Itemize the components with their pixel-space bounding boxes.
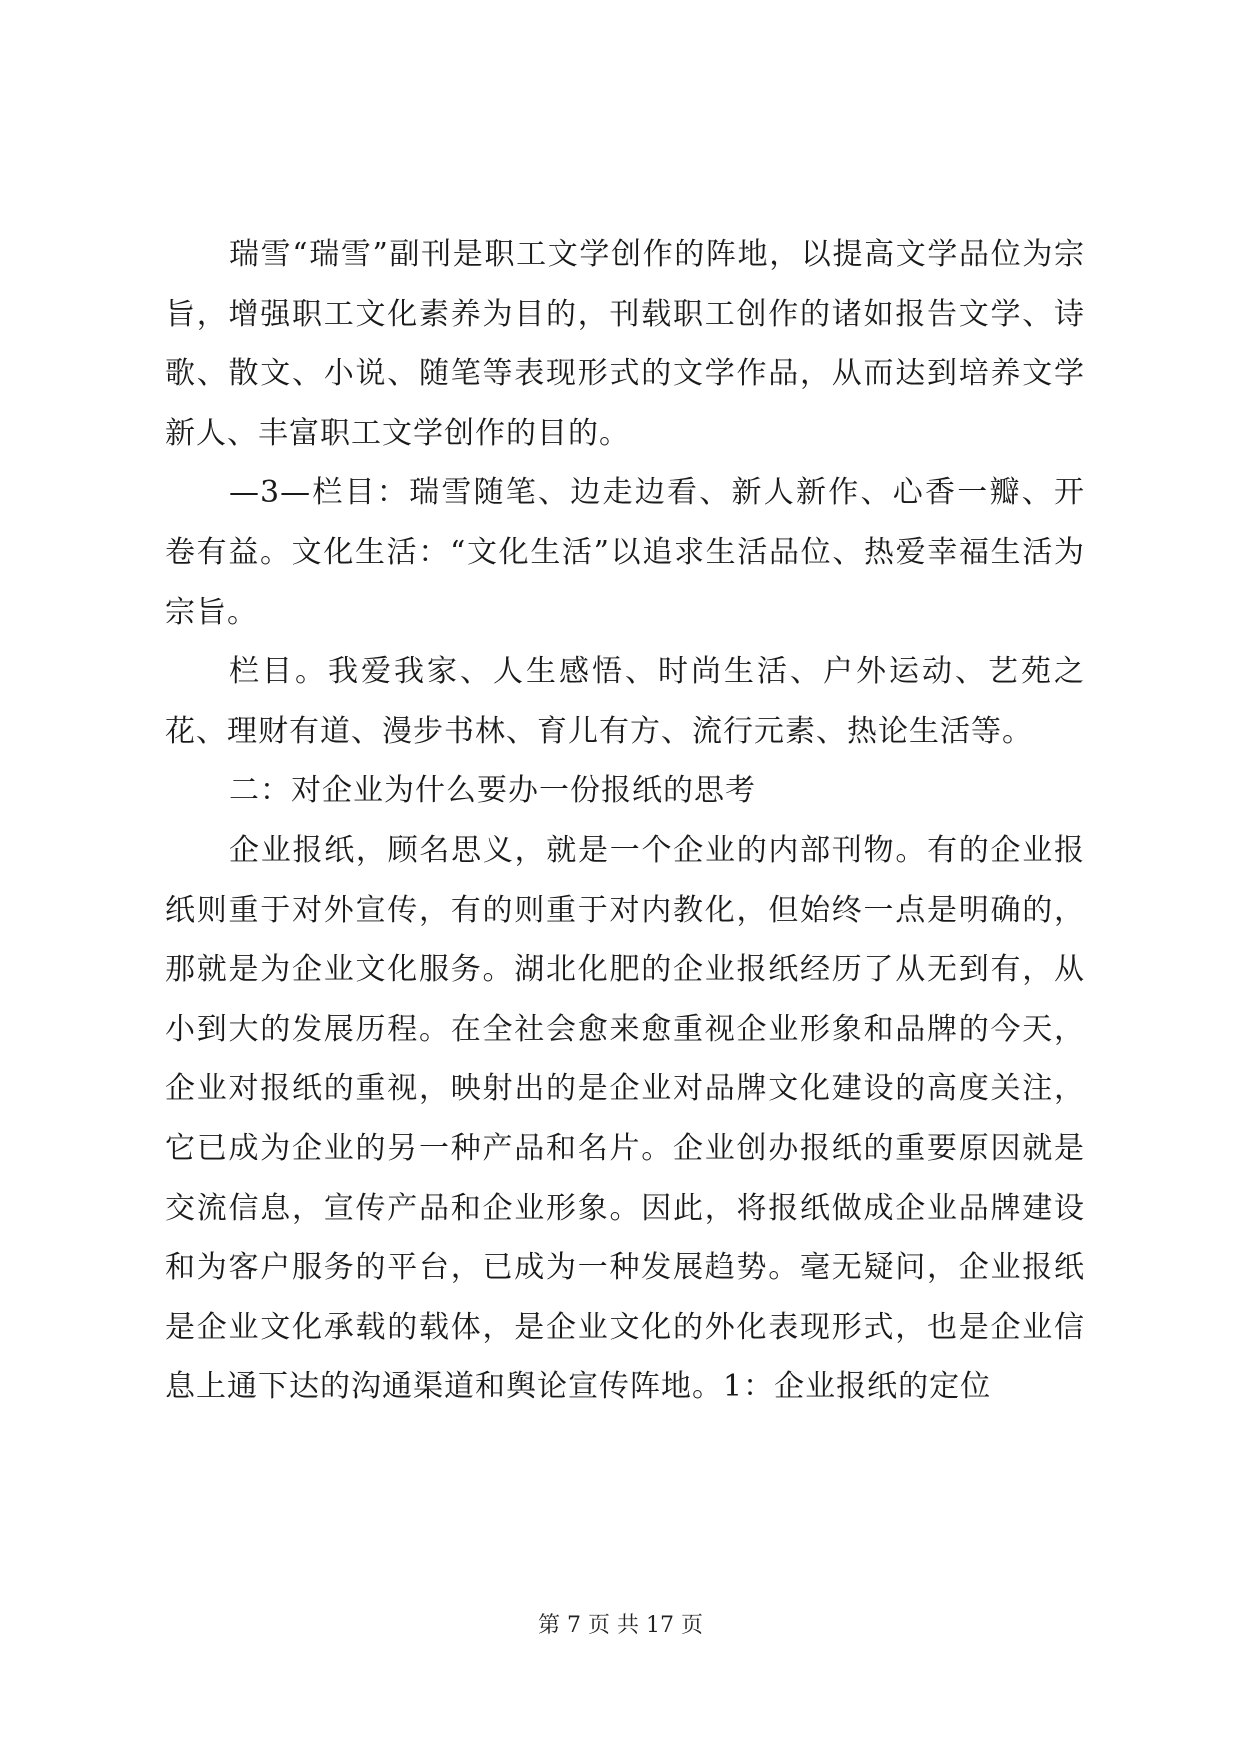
paragraph-columns-culture-life: —3—栏目：瑞雪随笔、边走边看、新人新作、心香一瓣、开卷有益。文化生活：“文化生活”以追求生活品位、热爱幸福生活为宗旨。 — [165, 475, 1085, 630]
paragraph-columns-list: 栏目。我爱我家、人生感悟、时尚生活、户外运动、艺苑之花、理财有道、漫步书林、育儿有方、流行元素、热论生活等。 — [165, 654, 1085, 749]
document-body — [165, 225, 1085, 1417]
page-number-label: 第 7 页 共 17 页 — [538, 1613, 703, 1638]
paragraph-enterprise-newspaper: 企业报纸，顾名思义，就是一个企业的内部刊物。有的企业报纸则重于对外宣传，有的则重于对内教化，但始终一点是明确的，那就是为企业文化服务。湖北化肥的企业报纸经历了从无到有，从小到大的发展历程。在全社会愈来愈重视企业形象和品牌的今天，企业对报纸的重视，映射出的是企业对品牌文化建设的高度关注，它已成为企业的另一种产品和名片。企业创办报纸的重要原因就是交流信息，宣传产品和企业形象。因此，将报纸做成企业品牌建设和为客户服务的平台，已成为一种发展趋势。毫无疑问，企业报纸是企业文化承载的载体，是企业文化的外化表现形式，也是企业信息上通下达的沟通渠道和舆论宣传阵地。1：企业报纸的定位 — [165, 832, 1085, 1405]
section-heading-why-newspaper: 二：对企业为什么要办一份报纸的思考 — [229, 773, 756, 809]
page-footer — [0, 1612, 1241, 1640]
paragraph-ruixue-supplement: 瑞雪“瑞雪”副刊是职工文学创作的阵地，以提高文学品位为宗旨，增强职工文化素养为目的，刊载职工创作的诸如报告文学、诗歌、散文、小说、随笔等表现形式的文学作品，从而达到培养文学新人、丰富职工文学创作的目的。 — [165, 237, 1085, 451]
